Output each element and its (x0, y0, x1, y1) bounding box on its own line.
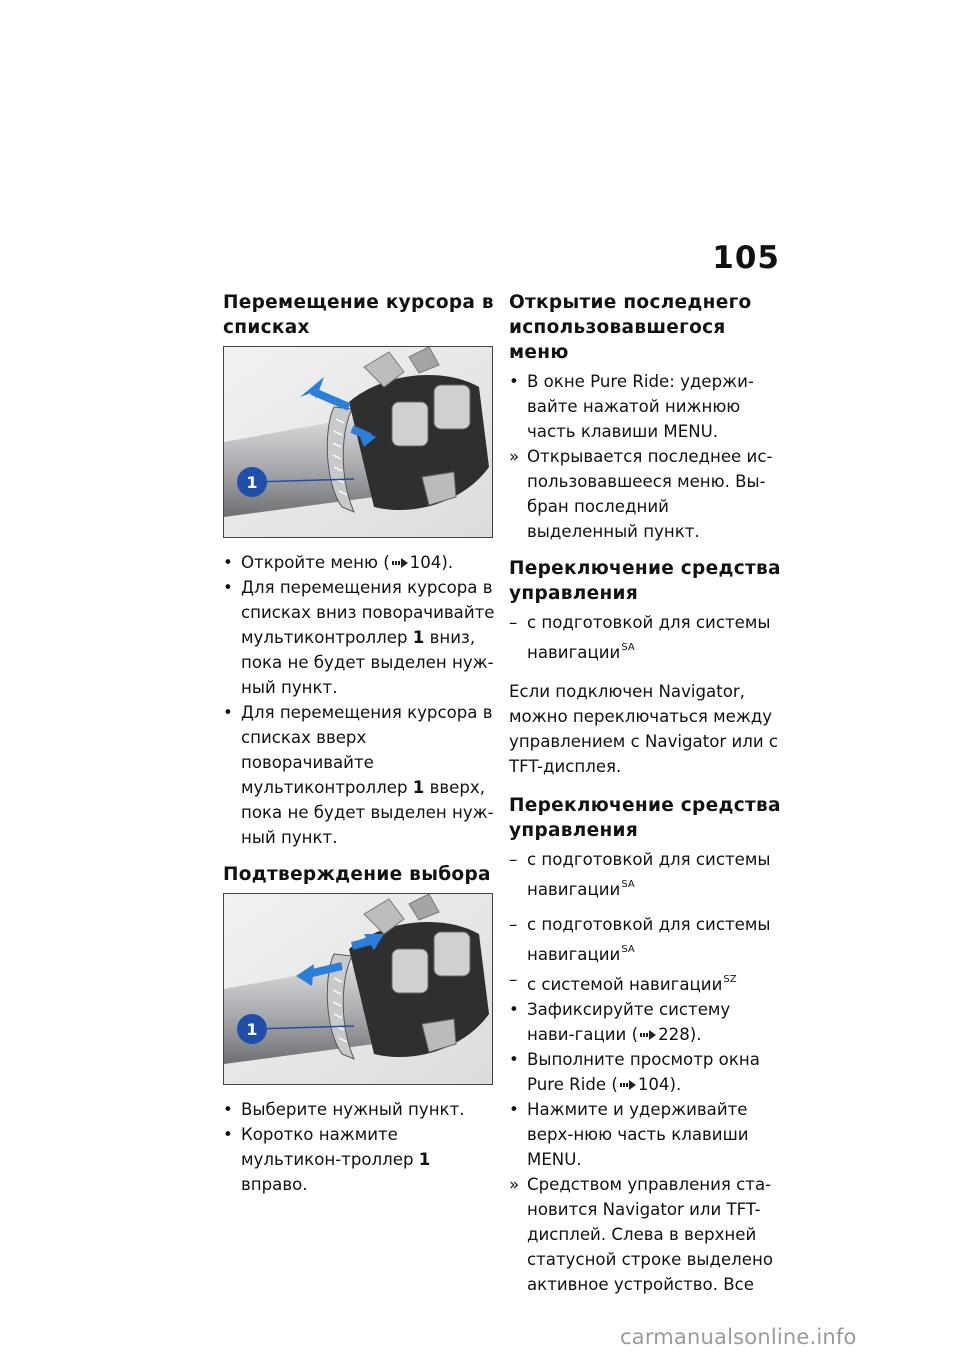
list-item-result: » Открывается последнее ис-пользовавшееся меню. Вы-бран последний выделенный пункт. (509, 447, 773, 541)
condition-item: – с подготовкой для системы навигации$^{SA}$ (509, 850, 771, 899)
section-heading-switch-control-2: Переключение средства управления (509, 795, 781, 841)
section-heading-confirm: Подтверждение выбора (223, 864, 491, 885)
list-item: • Коротко нажмите мультикон-троллер 1 вправо. (223, 1125, 431, 1194)
list-item: • Для перемещения курсора в списках вниз поворачивайте мультиконтроллер 1 вниз, пока не будет выделен нуж-ный пункт. (223, 578, 495, 697)
figure-callout-1: 1 (246, 473, 258, 492)
page-reference-link[interactable]: 104). (637, 1075, 682, 1094)
figure-handlebar-push (223, 893, 493, 1085)
list-last-menu (509, 369, 781, 544)
option-badge: SA (621, 642, 635, 653)
condition-item: – с подготовкой для системы навигации$^{SA}$ (509, 915, 771, 964)
section-heading-switch-control: Переключение средства управления (509, 558, 781, 604)
page-reference-link[interactable]: 104). (409, 553, 454, 572)
condition-item: – с системой навигации$^{SZ}$ (509, 970, 737, 994)
watermark: carmanualsonline.info (620, 1325, 857, 1349)
page-reference-arrow-icon (392, 550, 408, 560)
section-heading-last-menu: Открытие последнего использовавшегося меню (509, 292, 752, 363)
page-number: 105 (712, 240, 780, 276)
option-badge: SZ (723, 974, 737, 985)
paragraph: Если подключен Navigator, можно переключаться между управлением с Navigator или с TFT-дисплея. (509, 682, 779, 776)
list-item: • Нажмите и удерживайте верх-нюю часть клавиши MENU. (509, 1100, 749, 1169)
figure-callout-1: 1 (246, 1020, 258, 1039)
option-badge: SA (621, 879, 635, 890)
list-item: • Для перемещения курсора в списках вверх поворачивайте мультиконтроллер 1 вверх, пока не будет выделен нуж-ный пункт. (223, 703, 494, 847)
list-confirm-steps (223, 1097, 495, 1197)
list-item: • Выполните просмотр окна Pure Ride ( 104). (509, 1050, 760, 1094)
section-heading-cursor: Перемещение курсора в списках (223, 292, 494, 338)
figure-handlebar-rotate (223, 346, 493, 538)
condition-item: – с подготовкой для системы навигации$^{SA}$ (509, 613, 771, 662)
list-item: • Зафиксируйте систему нави-гации ( 228). (509, 1000, 731, 1044)
page-reference-arrow-icon (640, 1022, 656, 1032)
list-switch-steps (509, 997, 781, 1297)
page-reference-arrow-icon (620, 1072, 636, 1082)
list-item-result: » Средством управления ста-новится Navigator или TFT-дисплей. Слева в верхней статусной строке выделено активное устройство. Все (509, 1175, 773, 1294)
list-item: • Выберите нужный пункт. (223, 1100, 465, 1119)
right-column (509, 290, 781, 1297)
page-reference-link[interactable]: 228). (658, 1025, 702, 1044)
option-badge: SA (621, 944, 635, 955)
list-item: • Откройте меню ( 104). (223, 550, 495, 575)
list-item: • В окне Pure Ride: удержи-вайте нажатой нижнюю часть клавиши MENU. (509, 372, 754, 441)
list-cursor-steps (223, 550, 495, 850)
left-column (223, 290, 495, 1197)
